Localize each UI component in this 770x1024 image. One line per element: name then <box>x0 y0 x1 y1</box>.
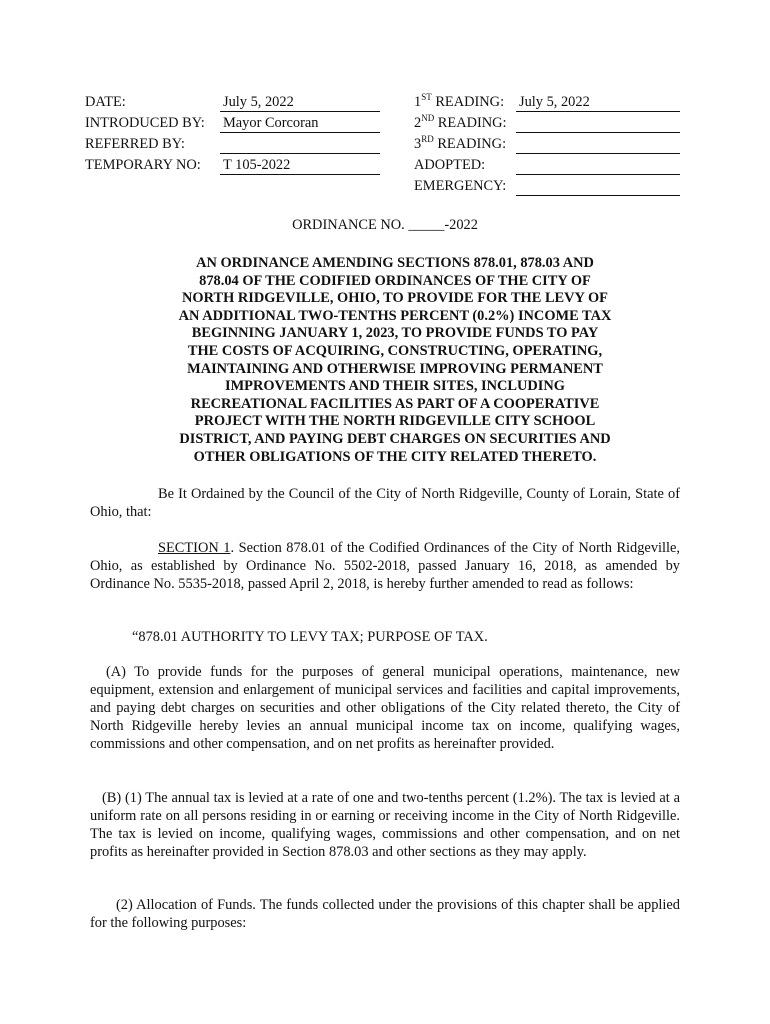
third-reading-value <box>516 134 680 154</box>
ordinance-title <box>160 255 630 466</box>
title-line: RECREATIONAL FACILITIES AS PART OF A COOPERATIVE <box>190 395 600 412</box>
title-line: AN ORDINANCE AMENDING SECTIONS 878.01, 878.03 AND <box>196 255 594 271</box>
paragraph-a: (A) To provide funds for the purposes of general municipal operations, maintenance, new equipment, extension and enlargement of municipal services and facilities and capital improvements, and paying debt charges on securities and other obligations of the City related thereto, the City of North Ridgeville hereby levies an annual municipal income tax on income, qualifying wages, commissions and other compensation, and on net profits as hereinafter provided. <box>90 664 680 752</box>
ordained-clause: Be It Ordained by the Council of the City of North Ridgeville, County of Lorain, State of Ohio, that: <box>90 486 680 520</box>
temporary-no-value: T 105-2022 <box>220 155 380 175</box>
section-1-text: . Section 878.01 of the Codified Ordinances of the City of North Ridgeville, Ohio, as established by Ordinance No. 5502-2018, passed January 16, 2018, as amended by Ordinance No. 5535-2018, passed April 2, 2018, is hereby further amended to read as follows: <box>90 540 680 592</box>
section-878-01-heading: “878.01 AUTHORITY TO LEVY TAX; PURPOSE OF TAX. <box>132 629 488 645</box>
third-reading-label: 3RD READING: <box>414 134 507 152</box>
header-row-first-reading <box>414 92 680 113</box>
header-row-second-reading <box>414 113 680 134</box>
title-line: BEGINNING JANUARY 1, 2023, TO PROVIDE FUNDS TO PAY <box>191 325 599 342</box>
title-line: MAINTAINING AND OTHERWISE IMPROVING PERMANENT <box>187 360 603 377</box>
second-reading-value <box>516 113 680 133</box>
header-row-adopted <box>414 155 680 176</box>
first-reading-value: July 5, 2022 <box>516 92 680 112</box>
title-line: NORTH RIDGEVILLE, OHIO, TO PROVIDE FOR THE LEVY OF <box>182 290 608 307</box>
title-line: 878.04 OF THE CODIFIED ORDINANCES OF THE CITY OF <box>199 272 591 289</box>
header-row-third-reading <box>414 134 680 155</box>
emergency-label: EMERGENCY: <box>414 178 507 194</box>
title-line: THE COSTS OF ACQUIRING, CONSTRUCTING, OPERATING, <box>187 342 603 359</box>
introduced-by-value: Mayor Corcoran <box>220 113 380 133</box>
adopted-label: ADOPTED: <box>414 157 486 173</box>
referred-by-value <box>220 134 380 154</box>
title-line: OTHER OBLIGATIONS OF THE CITY RELATED THERETO. <box>193 448 597 465</box>
date-value: July 5, 2022 <box>220 92 380 112</box>
title-line: IMPROVEMENTS AND THEIR SITES, INCLUDING <box>225 378 565 395</box>
section-1-paragraph <box>90 539 680 593</box>
header-row-emergency <box>414 176 680 197</box>
introduced-by-label: INTRODUCED BY: <box>85 115 205 131</box>
paragraph-b2: (2) Allocation of Funds. The funds collected under the provisions of this chapter shall be applied for the following purposes: <box>90 897 680 931</box>
title-line: AN ADDITIONAL TWO-TENTHS PERCENT (0.2%) INCOME TAX <box>178 307 612 324</box>
emergency-value <box>516 176 680 196</box>
ordinance-header <box>85 92 685 202</box>
title-line: DISTRICT, AND PAYING DEBT CHARGES ON SECURITIES AND <box>179 430 611 447</box>
referred-by-label: REFERRED BY: <box>85 136 185 152</box>
first-reading-label: 1ST READING: <box>414 92 505 110</box>
ordinance-number: ORDINANCE NO. _____-2022 <box>292 217 478 233</box>
paragraph-b1: (B) (1) The annual tax is levied at a rate of one and two-tenths percent (1.2%). The tax is levied at a uniform rate on all persons residing in or earning or receiving income in the City of North Ridgeville. The tax is levied on income, qualifying wages, commissions and other compensation, and on net profits as hereinafter provided in Section 878.03 and other sections as they may apply. <box>90 790 680 860</box>
second-reading-label: 2ND READING: <box>414 113 507 131</box>
section-1-label: SECTION 1 <box>158 540 231 556</box>
temporary-no-label: TEMPORARY NO: <box>85 157 201 173</box>
title-line: PROJECT WITH THE NORTH RIDGEVILLE CITY SCHOOL <box>194 413 596 430</box>
adopted-value <box>516 155 680 175</box>
date-label: DATE: <box>85 94 126 110</box>
